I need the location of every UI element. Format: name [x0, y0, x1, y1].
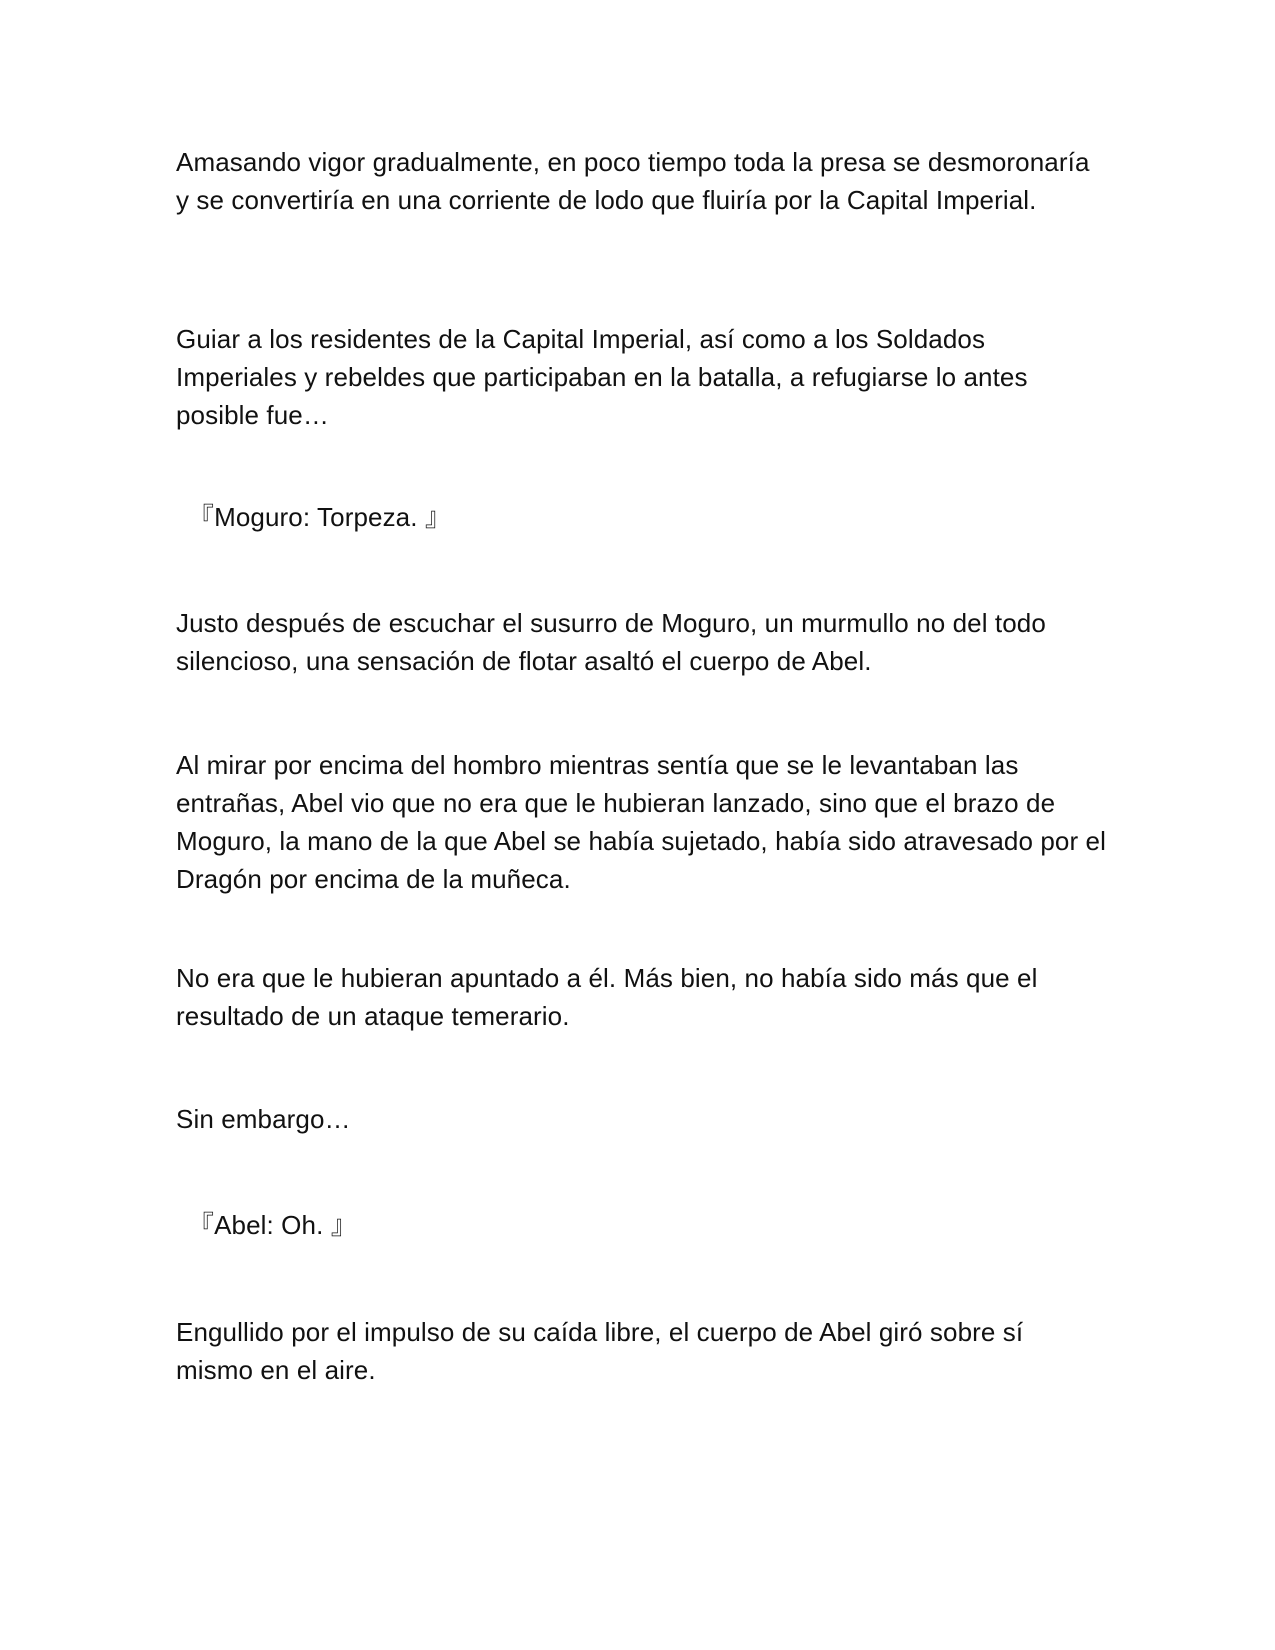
paragraph-3: Justo después de escuchar el susurro de Moguro, un murmullo no del todo silencioso, una sensación de flotar asaltó el cuerpo de Abel. — [176, 608, 1046, 676]
dialogue-moguro: 『Moguro: Torpeza. 』 — [188, 502, 451, 532]
paragraph-2: Guiar a los residentes de la Capital Imperial, así como a los Soldados Imperiales y rebeldes que participaban en la batalla, a refugiarse lo antes posible fue… — [176, 324, 1028, 430]
paragraph-5: No era que le hubieran apuntado a él. Más bien, no había sido más que el resultado de un ataque temerario. — [176, 963, 1038, 1031]
paragraph-4: Al mirar por encima del hombro mientras sentía que se le levantaban las entrañas, Abel vio que no era que le hubieran lanzado, sino que el brazo de Moguro, la mano de la que Abel se había sujetado, había sido atravesado por el Dragón por encima de la muñeca. — [176, 750, 1106, 894]
paragraph-1: Amasando vigor gradualmente, en poco tiempo toda la presa se desmoronaría y se convertiría en una corriente de lodo que fluiría por la Capital Imperial. — [176, 147, 1090, 215]
dialogue-abel: 『Abel: Oh. 』 — [188, 1210, 357, 1240]
paragraph-7: Engullido por el impulso de su caída libre, el cuerpo de Abel giró sobre sí mismo en el aire. — [176, 1317, 1024, 1385]
paragraph-6: Sin embargo… — [176, 1104, 351, 1134]
